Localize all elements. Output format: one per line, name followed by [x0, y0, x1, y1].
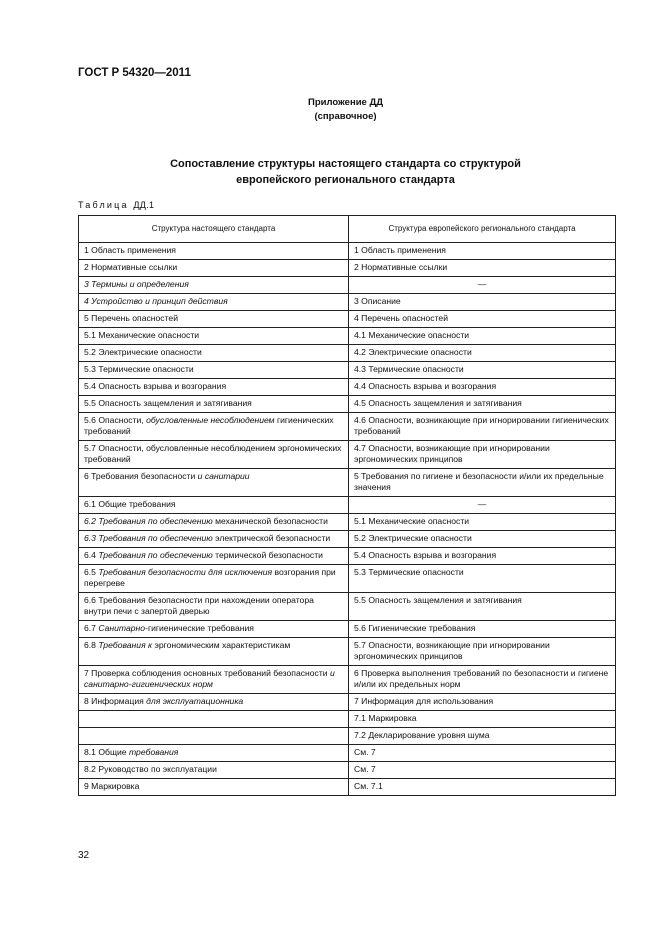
title-line-1: Сопоставление структуры настоящего стандарта со структурой [170, 158, 521, 170]
document-header: ГОСТ Р 54320—2011 [78, 67, 191, 79]
table-row [79, 728, 616, 745]
cell-national-structure: 6.2 Требования по обеспечению механической безопасности [79, 514, 349, 531]
cell-european-structure: См. 7 [349, 745, 616, 762]
table-body [79, 243, 616, 796]
cell-national-structure: 5.3 Термические опасности [79, 362, 349, 379]
table-caption-number: ДД.1 [133, 200, 155, 210]
cell-european-structure: См. 7 [349, 762, 616, 779]
cell-national-structure: 5.1 Механические опасности [79, 328, 349, 345]
cell-european-structure: 5.7 Опасности, возникающие при игнорировании эргономических принципов [349, 638, 616, 666]
table-row [79, 497, 616, 514]
cell-european-structure: 5.6 Гигиенические требования [349, 621, 616, 638]
cell-european-structure: — [349, 497, 616, 514]
cell-national-structure: 5.7 Опасности, обусловленные несоблюдением эргономических требований [79, 441, 349, 469]
cell-national-structure: 1 Область применения [79, 243, 349, 260]
cell-national-structure: 6.7 Санитарно-гигиенические требования [79, 621, 349, 638]
cell-national-structure [79, 711, 349, 728]
table-row [79, 311, 616, 328]
cell-european-structure: 5.4 Опасность взрыва и возгорания [349, 548, 616, 565]
cell-european-structure: 1 Область применения [349, 243, 616, 260]
table-row [79, 593, 616, 621]
cell-european-structure: 5.2 Электрические опасности [349, 531, 616, 548]
appendix-label: Приложение ДД [308, 97, 383, 108]
appendix-heading [0, 96, 661, 124]
cell-national-structure: 4 Устройство и принцип действия [79, 294, 349, 311]
comparison-table [78, 215, 616, 796]
table-row [79, 294, 616, 311]
title-line-2: европейского регионального стандарта [236, 174, 455, 186]
table-row [79, 243, 616, 260]
table-caption [78, 200, 154, 210]
table-row [79, 638, 616, 666]
page-number: 32 [78, 850, 90, 861]
cell-european-structure: 4.3 Термические опасности [349, 362, 616, 379]
cell-european-structure: 4.6 Опасности, возникающие при игнорировании гигиенических требований [349, 413, 616, 441]
table-row [79, 548, 616, 565]
cell-national-structure: 5 Перечень опасностей [79, 311, 349, 328]
table-row [79, 379, 616, 396]
cell-national-structure: 6.6 Требования безопасности при нахождении оператора внутри печи с запертой дверью [79, 593, 349, 621]
cell-european-structure: — [349, 277, 616, 294]
cell-european-structure: 4.2 Электрические опасности [349, 345, 616, 362]
cell-european-structure: 2 Нормативные ссылки [349, 260, 616, 277]
cell-european-structure: 5.5 Опасность защемления и затягивания [349, 593, 616, 621]
table-row [79, 762, 616, 779]
table-row [79, 345, 616, 362]
cell-national-structure: 3 Термины и определения [79, 277, 349, 294]
cell-national-structure: 6.5 Требования безопасности для исключения возгорания при перегреве [79, 565, 349, 593]
column-header-national: Структура настоящего стандарта [79, 216, 349, 243]
cell-european-structure: 5.1 Механические опасности [349, 514, 616, 531]
cell-european-structure: 4.5 Опасность защемления и затягивания [349, 396, 616, 413]
table-caption-prefix: Таблица [78, 200, 129, 210]
cell-national-structure: 8.2 Руководство по эксплуатации [79, 762, 349, 779]
cell-european-structure: 7 Информация для использования [349, 694, 616, 711]
cell-european-structure: 7.2 Декларирование уровня шума [349, 728, 616, 745]
cell-european-structure: См. 7.1 [349, 779, 616, 796]
table-row [79, 328, 616, 345]
table-row [79, 711, 616, 728]
cell-national-structure: 5.4 Опасность взрыва и возгорания [79, 379, 349, 396]
cell-european-structure: 4.1 Механические опасности [349, 328, 616, 345]
cell-european-structure: 6 Проверка выполнения требований по безопасности и гигиене и/или их предельных норм [349, 666, 616, 694]
cell-national-structure: 8 Информация для эксплуатационника [79, 694, 349, 711]
section-title [0, 156, 661, 188]
table-row [79, 469, 616, 497]
table-row [79, 260, 616, 277]
table-row [79, 514, 616, 531]
table-row [79, 745, 616, 762]
cell-national-structure: 6.8 Требования к эргономическим характеристикам [79, 638, 349, 666]
column-header-european: Структура европейского регионального стандарта [349, 216, 616, 243]
cell-national-structure: 2 Нормативные ссылки [79, 260, 349, 277]
table-row [79, 779, 616, 796]
cell-european-structure: 5.3 Термические опасности [349, 565, 616, 593]
table-row [79, 362, 616, 379]
table-row [79, 621, 616, 638]
cell-european-structure: 4 Перечень опасностей [349, 311, 616, 328]
cell-national-structure: 9 Маркировка [79, 779, 349, 796]
cell-national-structure: 7 Проверка соблюдения основных требований безопасности и санитарно-гигиенических норм [79, 666, 349, 694]
cell-national-structure: 5.5 Опасность защемления и затягивания [79, 396, 349, 413]
table-row [79, 413, 616, 441]
table-row [79, 277, 616, 294]
table-row [79, 441, 616, 469]
cell-european-structure: 3 Описание [349, 294, 616, 311]
cell-national-structure: 5.6 Опасности, обусловленные несоблюдением гигиенических требований [79, 413, 349, 441]
table-row [79, 694, 616, 711]
cell-national-structure: 6.3 Требования по обеспечению электрической безопасности [79, 531, 349, 548]
table-row [79, 666, 616, 694]
cell-european-structure: 4.7 Опасности, возникающие при игнорировании эргономических принципов [349, 441, 616, 469]
cell-european-structure: 7.1 Маркировка [349, 711, 616, 728]
cell-european-structure: 5 Требования по гигиене и безопасности и/или их предельные значения [349, 469, 616, 497]
cell-national-structure: 6.1 Общие требования [79, 497, 349, 514]
appendix-note: (справочное) [314, 111, 377, 122]
cell-european-structure: 4.4 Опасность взрыва и возгорания [349, 379, 616, 396]
cell-national-structure: 6.4 Требования по обеспечению термической безопасности [79, 548, 349, 565]
table-row [79, 565, 616, 593]
table-header-row [79, 216, 616, 243]
cell-national-structure [79, 728, 349, 745]
cell-national-structure: 5.2 Электрические опасности [79, 345, 349, 362]
cell-national-structure: 8.1 Общие требования [79, 745, 349, 762]
table-row [79, 531, 616, 548]
cell-national-structure: 6 Требования безопасности и санитарии [79, 469, 349, 497]
table-row [79, 396, 616, 413]
